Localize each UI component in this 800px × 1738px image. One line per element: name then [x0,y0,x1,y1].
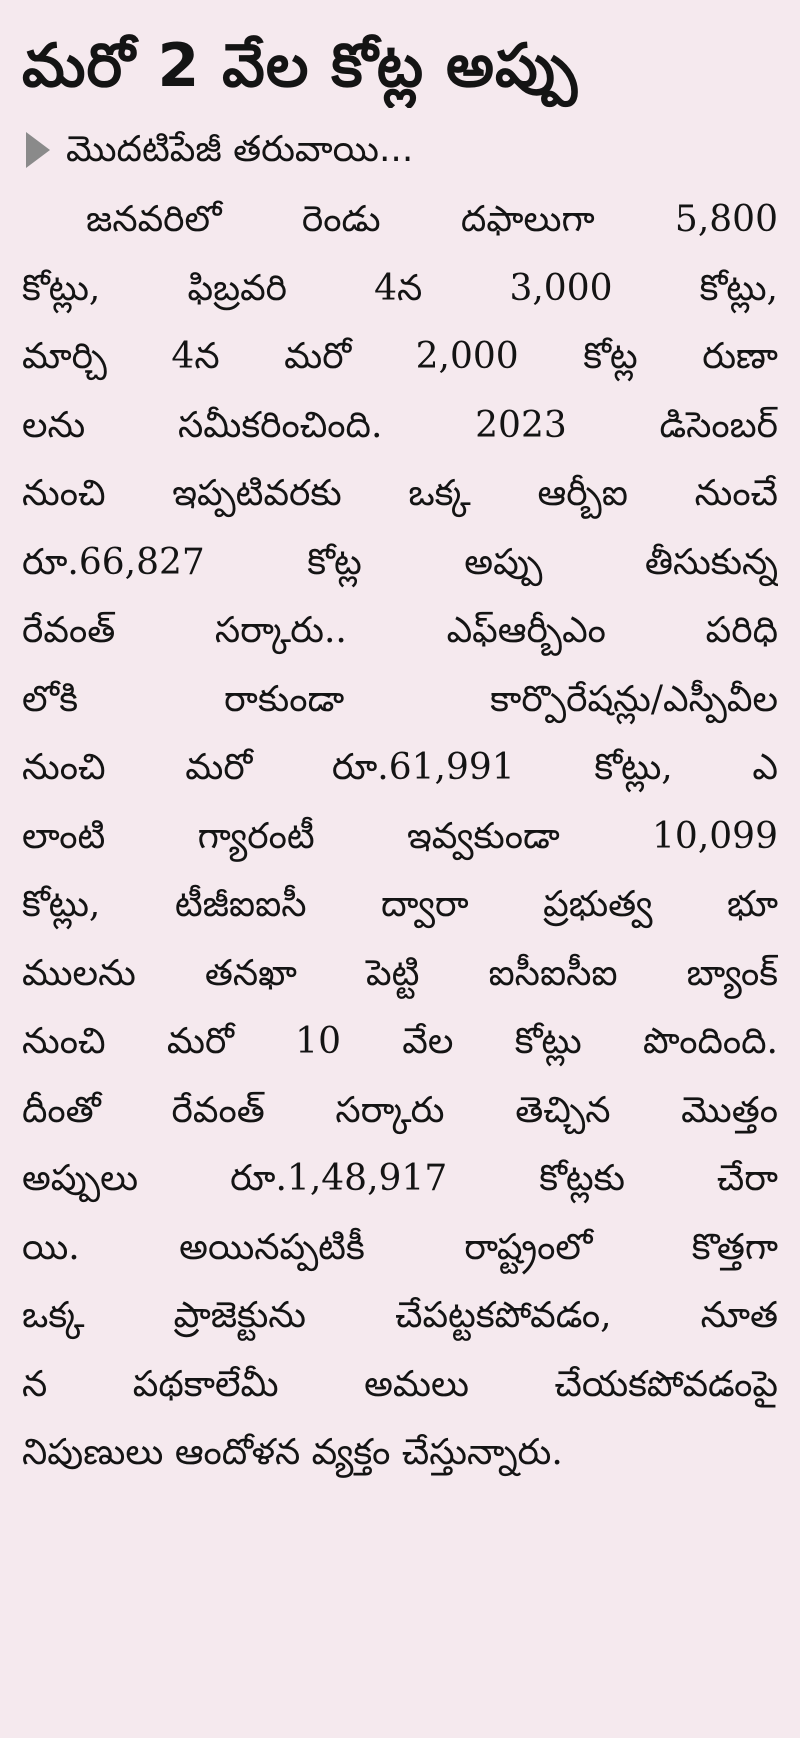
article-line: రూ.66,827 కోట్ల అప్పు తీసుకున్న [22,541,778,583]
article-line: మార్చి 4న మరో 2,000 కోట్ల రుణా [22,336,778,377]
article-line: రేవంత్ సర్కారు.. ఎఫ్ఆర్బీఎం పరిధి [22,610,778,651]
continued-label: మొదటిపేజీ తరువాయి... [66,129,414,170]
article-line: లాంటి గ్యారంటీ ఇవ్వకుండా 10,099 [22,815,778,857]
article-line: లను సమీకరించింది. 2023 డిసెంబర్ [22,404,778,446]
article-line: కోట్లు, టీజీఐఐసీ ద్వారా ప్రభుత్వ భూ [22,884,778,925]
article-line: నుంచి ఇప్పటివరకు ఒక్క ఆర్బీఐ నుంచే [22,473,778,514]
article-line: కోట్లు, ఫిబ్రవరి 4న 3,000 కోట్లు, [22,267,778,309]
article-line: జనవరిలో రెండు దఫాలుగా 5,800 [86,199,778,240]
continued-from-front-page [22,120,778,180]
article-line: లోకి రాకుండా కార్పొరేషన్లు/ఎస్పీవీల [22,678,778,720]
article-line: నిపుణులు ఆందోళన వ్యక్తం చేస్తున్నారు. [22,1432,563,1473]
article-line: నుంచి మరో 10 వేల కోట్లు పొందింది. [22,1021,778,1062]
article-line: అప్పులు రూ.1,48,917 కోట్లకు చేరా [22,1158,778,1199]
article-line: యి. అయినప్పటికీ రాష్ట్రంలో కొత్తగా [22,1226,778,1268]
article-body [22,186,778,1488]
article-line: దీంతో రేవంత్ సర్కారు తెచ్చిన మొత్తం [22,1089,778,1131]
article-line: న పథకాలేమీ అమలు చేయకపోవడంపై [22,1363,778,1405]
article-line: ములను తనఖా పెట్టి ఐసీఐసీఐ బ్యాంక్ [22,952,778,994]
arrow-right-icon [26,132,50,168]
headline: మరో 2 వేల కోట్ల అప్పు [22,31,579,101]
article-line: నుంచి మరో రూ.61,991 కోట్లు, ఎ [22,747,778,788]
article-line: ఒక్క ప్రాజెక్టును చేపట్టకపోవడం, నూత [22,1295,778,1336]
